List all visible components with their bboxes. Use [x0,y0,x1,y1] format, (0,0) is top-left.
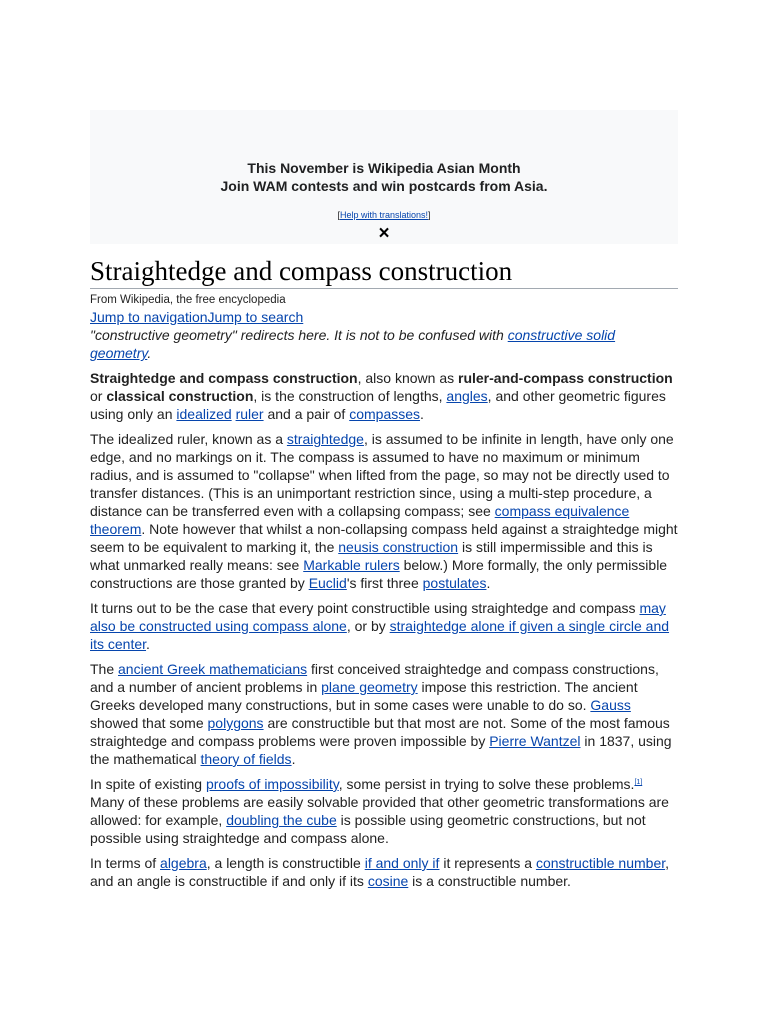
article-link[interactable]: ancient Greek mathematicians [118,661,308,677]
body-text: . [146,636,150,652]
body-text: first conceived straightedge and compass constructions, and a number of ancient problems in [90,661,659,695]
paragraph [90,369,678,423]
body-text: , also known as [357,370,458,386]
article-link[interactable]: neusis construction [338,539,459,555]
reference-footnote[interactable]: [1] [634,779,643,786]
hatnote [90,326,678,362]
body-text: , is the construction of lengths, [253,388,447,404]
article-link[interactable]: compass equivalence theorem [90,503,630,537]
article-link[interactable]: polygons [207,715,264,731]
jump-to-navigation-link[interactable]: Jump to navigation [90,309,208,325]
hatnote-end: . [147,345,152,361]
page-title: Straightedge and compass construction [90,254,678,289]
body-text: , and other geometric figures using only an [90,388,666,422]
body-text: below.) More formally, the only permissible constructions are those granted by [90,557,668,591]
article-link[interactable]: straightedge [286,431,364,447]
article-link[interactable]: compasses [349,406,421,422]
paragraph [90,854,678,890]
paragraph [90,599,678,653]
banner-help [90,210,678,220]
body-text: and a pair of [263,406,350,422]
article-link[interactable]: proofs of impossibility [205,776,339,792]
body-text: , or by [346,618,390,634]
body-text: is possible using geometric constructions, but not possible using straightedge and compass alone. [90,812,646,846]
body-text: it represents a [439,855,536,871]
article-link[interactable]: constructible number [535,855,666,871]
article-content [90,254,678,890]
body-text: 's first three [346,575,423,591]
hatnote-link[interactable]: constructive solid geometry [90,327,616,361]
body-text: , and an angle is constructible if and only if its [90,855,670,889]
article-link[interactable]: if and only if [364,855,440,871]
body-text: . Note however that whilst a non-collapsing compass held against a straightedge might seem to be equivalent to marking it, the [90,521,678,555]
paragraph [90,775,678,847]
jump-to-search-link[interactable]: Jump to search [207,309,304,325]
article-link[interactable]: Euclid [308,575,347,591]
body-text: impose this restriction. The ancient Greeks developed many constructions, but in some cases were unable to do so. [90,679,638,713]
article-link[interactable]: ruler [235,406,264,422]
jump-links [90,308,678,326]
hatnote-text: "constructive geometry" redirects here. It is not to be confused with [90,327,508,343]
banner-subline: Join WAM contests and win postcards from Asia. [220,178,548,194]
article-link[interactable]: idealized [176,406,232,422]
paragraph [90,430,678,592]
paragraph [90,660,678,768]
body-text: The idealized ruler, known as a [90,431,287,447]
body-text: In terms of [90,855,161,871]
body-text: , a length is constructible [206,855,365,871]
bracket-close: ] [428,210,431,220]
article-link[interactable]: may also be constructed using compass alone [90,600,666,634]
article-link[interactable]: doubling the cube [226,812,337,828]
body-text: is a constructible number. [408,873,571,889]
body-text: showed that some [90,715,208,731]
article-link[interactable]: plane geometry [321,679,418,695]
bold-term: ruler-and-compass construction [458,370,673,386]
article-link[interactable]: Gauss [590,697,631,713]
body-text: or [90,388,107,404]
bold-term: Straightedge and compass construction [90,370,358,386]
close-icon[interactable]: × [378,223,390,244]
banner-headline: This November is Wikipedia Asian Month [247,160,521,176]
article-body [90,369,678,890]
bracket-open: [ [337,210,340,220]
body-text: Many of these problems are easily solvable provided that other geometric transformations are allowed: for example, [90,794,669,828]
body-text: are constructible but that most are not. Some of the most famous straightedge and compass problems were proven impossible by [90,715,670,749]
body-text: , some persist in trying to solve these problems. [338,776,635,792]
bold-term: classical construction [106,388,254,404]
central-notice-banner [90,110,678,244]
article-link[interactable]: Pierre Wantzel [489,733,581,749]
body-text: In spite of existing [90,776,206,792]
body-text: in 1837, using the mathematical [90,733,672,767]
body-text: , is assumed to be infinite in length, have only one edge, and no markings on it. The compass is assumed to have no maximum or minimum radius, and is assumed to "collapse" when lifted from the page, so may not be directly used to transfer distances. (This is an unimportant restriction since, using a multi-step procedure, a distance can be transferred even with a collapsing compass; see [90,431,674,519]
body-text: It turns out to be the case that every point constructible using straightedge and compass [90,600,640,616]
article-link[interactable]: algebra [160,855,207,871]
article-link[interactable]: postulates [422,575,487,591]
article-link[interactable]: straightedge alone if given a single circle and its center [90,618,670,652]
body-text: . [291,751,296,767]
article-link[interactable]: angles [446,388,488,404]
body-text: . [486,575,491,591]
article-link[interactable]: cosine [367,873,409,889]
body-text: . [420,406,424,422]
body-text: is still impermissible and this is what unmarked really means: see [90,539,653,573]
site-subtitle: From Wikipedia, the free encyclopedia [90,294,286,306]
article-link[interactable]: Markable rulers [303,557,400,573]
article-link[interactable]: theory of fields [200,751,292,767]
body-text: The [90,661,119,677]
help-translations-link[interactable]: Help with translations! [339,210,429,220]
